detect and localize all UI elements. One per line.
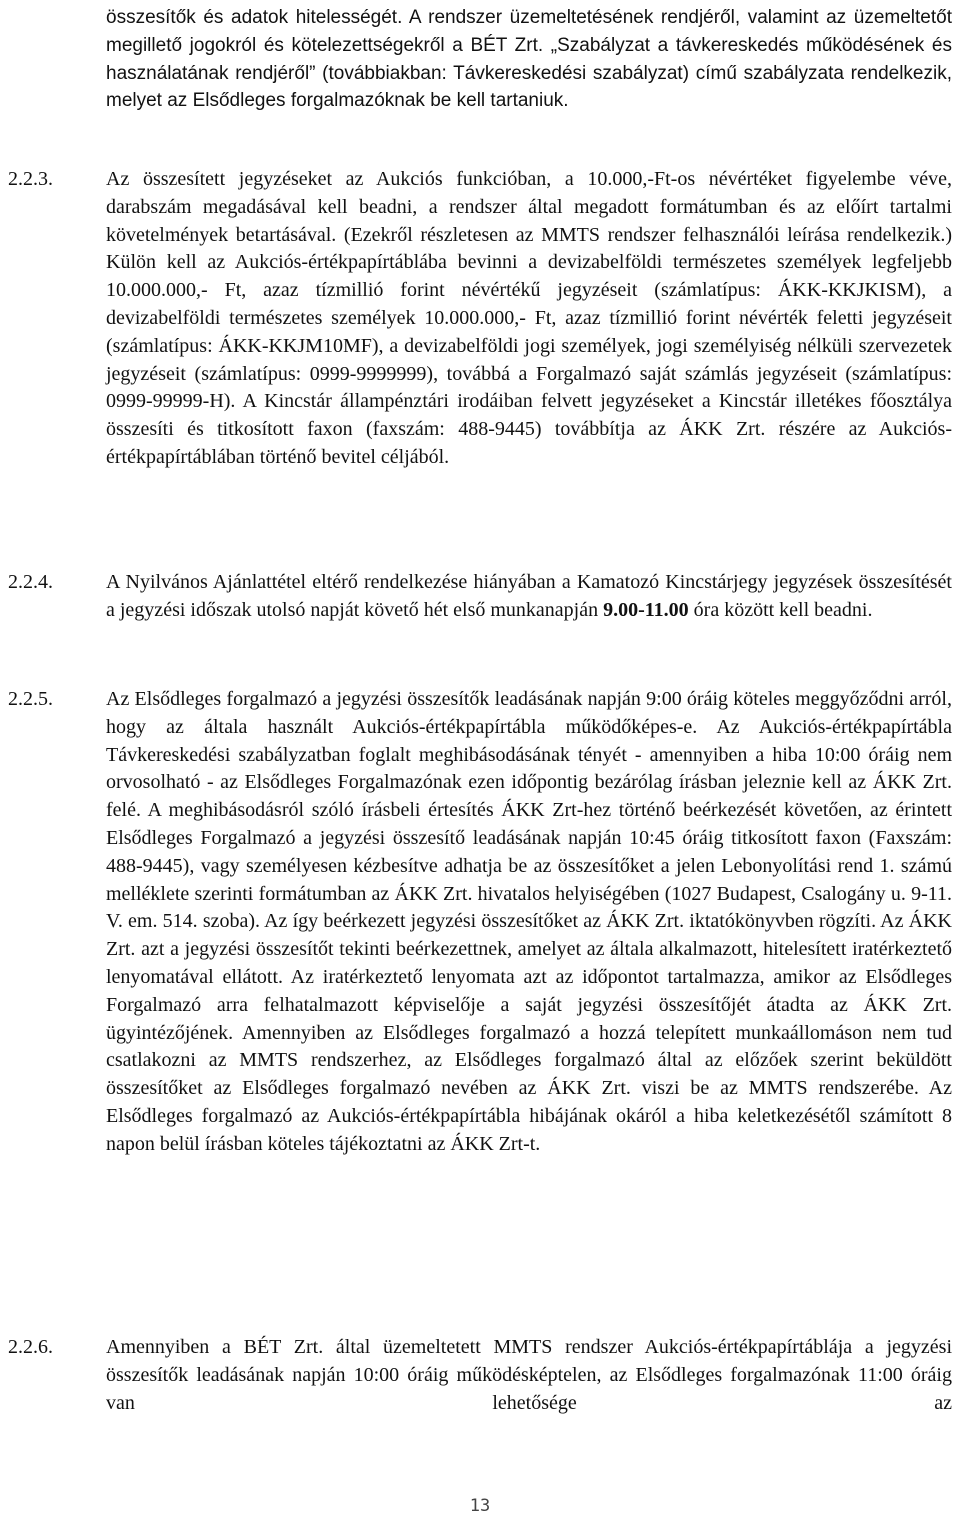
page-number: 13 bbox=[469, 1496, 491, 1516]
section-2-2-4-time-bold: 9.00-11.00 bbox=[603, 598, 689, 621]
section-text-2-2-4 bbox=[106, 569, 952, 625]
section-number-2-2-5: 2.2.5. bbox=[8, 688, 53, 710]
section-text-2-2-6: Amennyiben a BÉT Zrt. által üzemeltetett MMTS rendszer Aukciós-értékpapírtáblája a jegyzési összesítők leadásának napján 10:00 óráig működésképtelen, az Elsődleges forgalmazónak 11:00 óráig van lehetősége az bbox=[106, 1336, 952, 1414]
section-number-2-2-6: 2.2.6. bbox=[8, 1336, 53, 1358]
intro-paragraph: összesítők és adatok hitelességét. A rendszer üzemeltetésének rendjéről, valamint az üzemeltetőt megillető jogokról és kötelezettségekről a BÉT Zrt. „Szabályzat a távkereskedés működésének és használatának rendjéről” (továbbiakban: Távkereskedési szabályzat) című szabályzata rendelkezik, melyet az Elsődleges forgalmazóknak be kell tartaniuk. bbox=[106, 7, 952, 112]
section-text-2-2-5: Az Elsődleges forgalmazó a jegyzési összesítők leadásának napján 9:00 óráig köteles meggyőződni arról, hogy az általa használt Aukciós-értékpapírtábla működőképes-e. Az Aukciós-értékpapírtábla Távkereskedési szabályzatban foglalt meghibásodásának tényét - amennyiben a hiba 10:00 óráig nem orvosolható - az Elsődleges Forgalmazónak ezen időpontig bezárólag írásban jeleznie kell az ÁKK Zrt. felé. A meghibásodásról szóló írásbeli értesítés ÁKK Zrt-hez történő beérkezését követően, az érintett Elsődleges Forgalmazó a jegyzési összesítő leadásának napján 10:45 óráig titkosított faxon (Faxszám: 488-9445), vagy személyesen kézbesítve adhatja be az összesítőket a jelen Lebonyolítási rend 1. számú melléklete szerinti formátumban az ÁKK Zrt. hivatalos helyiségében (1027 Budapest, Csalogány u. 9-11. V. em. 514. szoba). Az így beérkezett jegyzési összesítőket az ÁKK Zrt. iktatókönyvben rögzíti. Az ÁKK Zrt. azt a jegyzési összesítőt tekinti beérkezettnek, amelyet az általa alkalmazott, hitelesített iratérkeztető lenyomatával ellátott. Az iratérkeztető lenyomata azt az időpontot tartalmazza, amikor az Elsődleges Forgalmazó arra felhatalmazott képviselője a saját jegyzési összesítőjét átadta az ÁKK Zrt. ügyintézőjének. Amennyiben az Elsődleges forgalmazó a hozzá telepített munkaállomáson nem tud csatlakozni az MMTS rendszerhez, az Elsődleges forgalmazó által az előzőek szerint beküldött összesítőket az Elsődleges forgalmazó nevében az ÁKK Zrt. viszi be az MMTS rendszerébe. Az Elsődleges forgalmazó az Aukciós-értékpapírtábla hibájának okáról a hiba keletkezésétől számított 8 napon belül írásban köteles tájékoztatni az ÁKK Zrt-t. bbox=[106, 688, 952, 1155]
section-2-2-4-text-after: óra között kell beadni. bbox=[688, 598, 873, 621]
section-2-2-4-text-before: A Nyilvános Ajánlattétel eltérő rendelkezése hiányában a Kamatozó Kincstárjegy jegyzések összesítését a jegyzési időszak utolsó napját követő hét első munkanapján bbox=[106, 571, 952, 621]
section-number-2-2-4: 2.2.4. bbox=[8, 571, 53, 593]
section-text-2-2-3: Az összesített jegyzéseket az Aukciós funkcióban, a 10.000,-Ft-os névértéket figyelembe véve, darabszám megadásával kell beadni, a rendszer által megadott formátumban és az előírt tartalmi követelmények betartásával. (Ezekről részletesen az MMTS rendszer felhasználói leírása rendelkezik.) Külön kell az Aukciós-értékpapírtáblába bevinni a devizabelföldi természetes személyek legfeljebb 10.000.000,- Ft, azaz tízmillió forint névértékű jegyzéseit (számlatípus: ÁKK-KKJKISM), a devizabelföldi természetes személyek 10.000.000,- Ft, azaz tízmillió forint névérték feletti jegyzéseit (számlatípus: ÁKK-KKJM10MF), a devizabelföldi jogi személyek, jogi személyiség nélküli szervezetek jegyzéseit (számlatípus: 0999-9999999), továbbá a Forgalmazó saját számlás jegyzéseit (számlatípus: 0999-99999-H). A Kincstár állampénztári irodáiban felvett jegyzéseket a Kincstár illetékes főosztálya összesíti és titkosított faxon (faxszám: 488-9445) továbbítja az ÁKK Zrt. részére az Aukciós-értékpapírtáblában történő bevitel céljából. bbox=[106, 168, 952, 468]
section-number-2-2-3: 2.2.3. bbox=[8, 168, 53, 190]
